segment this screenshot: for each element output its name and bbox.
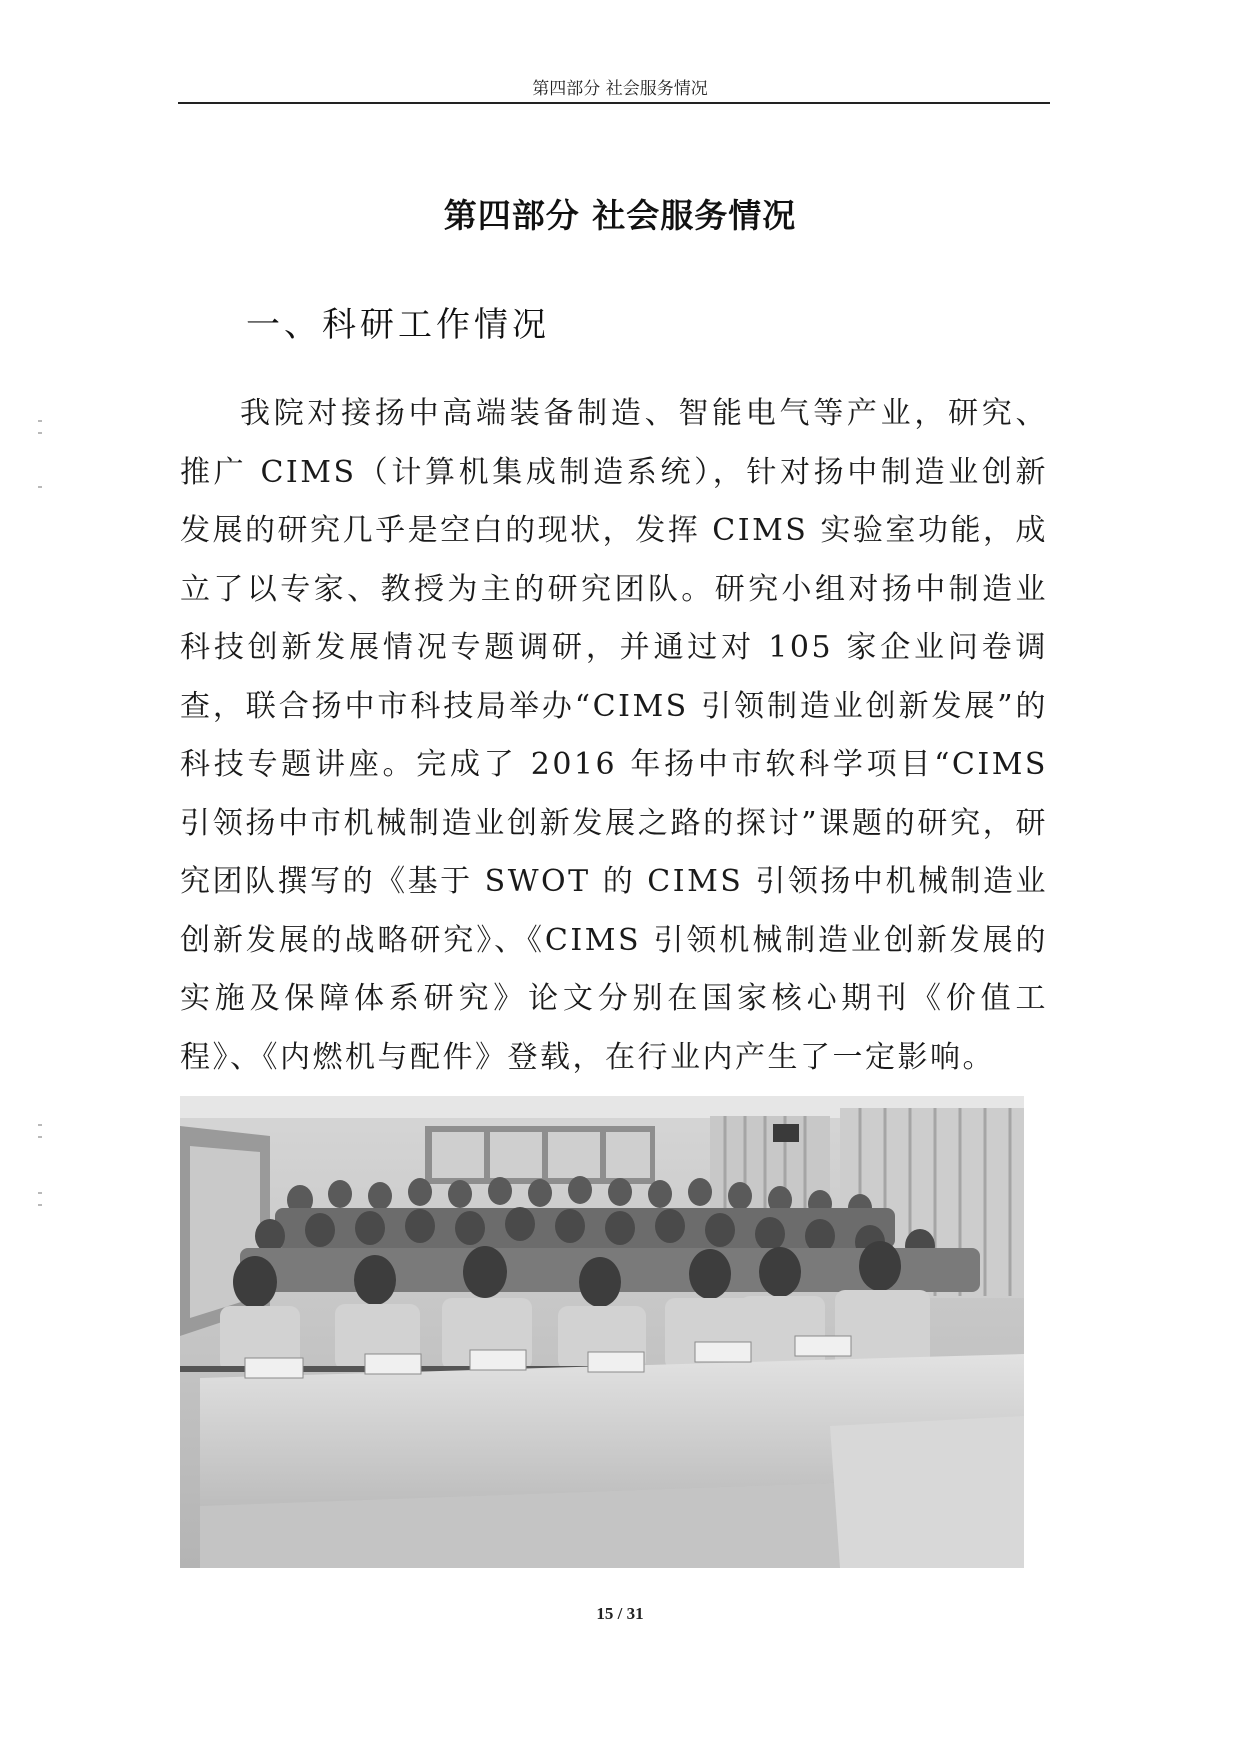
header-rule <box>178 102 1050 104</box>
page-number: 15 / 31 <box>596 1604 644 1623</box>
scan-mark <box>38 432 42 434</box>
part-title: 第四部分 社会服务情况 <box>443 196 797 235</box>
body-paragraph: 我院对接扬中高端装备制造、智能电气等产业，研究、推广 CIMS（计算机集成制造系统），针对扬中制造业创新发展的研究几乎是空白的现状，发挥 CIMS 实验室功能，成立了以专家、教授为主的研究团队。研究小组对扬中制造业科技创新发展情况专题调研，并通过对 105 家企业问卷调查，联合扬中市科技局举办“CIMS 引领制造业创新发展”的科技专题讲座。完成了 2016 年扬中市软科学项目“CIMS 引领扬中市机械制造业创新发展之路的探讨”课题的研究，研究团队撰写的《基于 SWOT 的 CIMS 引领扬中机械制造业创新发展的战略研究》、《CIMS 引领机械制造业创新发展的实施及保障体系研究》论文分别在国家核心期刊《价值工程》、《内燃机与配件》登载，在行业内产生了一定影响。 <box>180 396 1048 1075</box>
scan-mark <box>38 1136 42 1138</box>
scan-mark <box>38 420 42 422</box>
scan-mark <box>38 1204 42 1206</box>
running-header: 第四部分 社会服务情况 <box>532 79 708 99</box>
scan-mark <box>38 1124 42 1126</box>
lecture-photo <box>180 1096 1024 1568</box>
section-heading: 一、科研工作情况 <box>246 305 550 345</box>
scan-mark <box>38 486 42 488</box>
scan-mark <box>38 1192 42 1194</box>
